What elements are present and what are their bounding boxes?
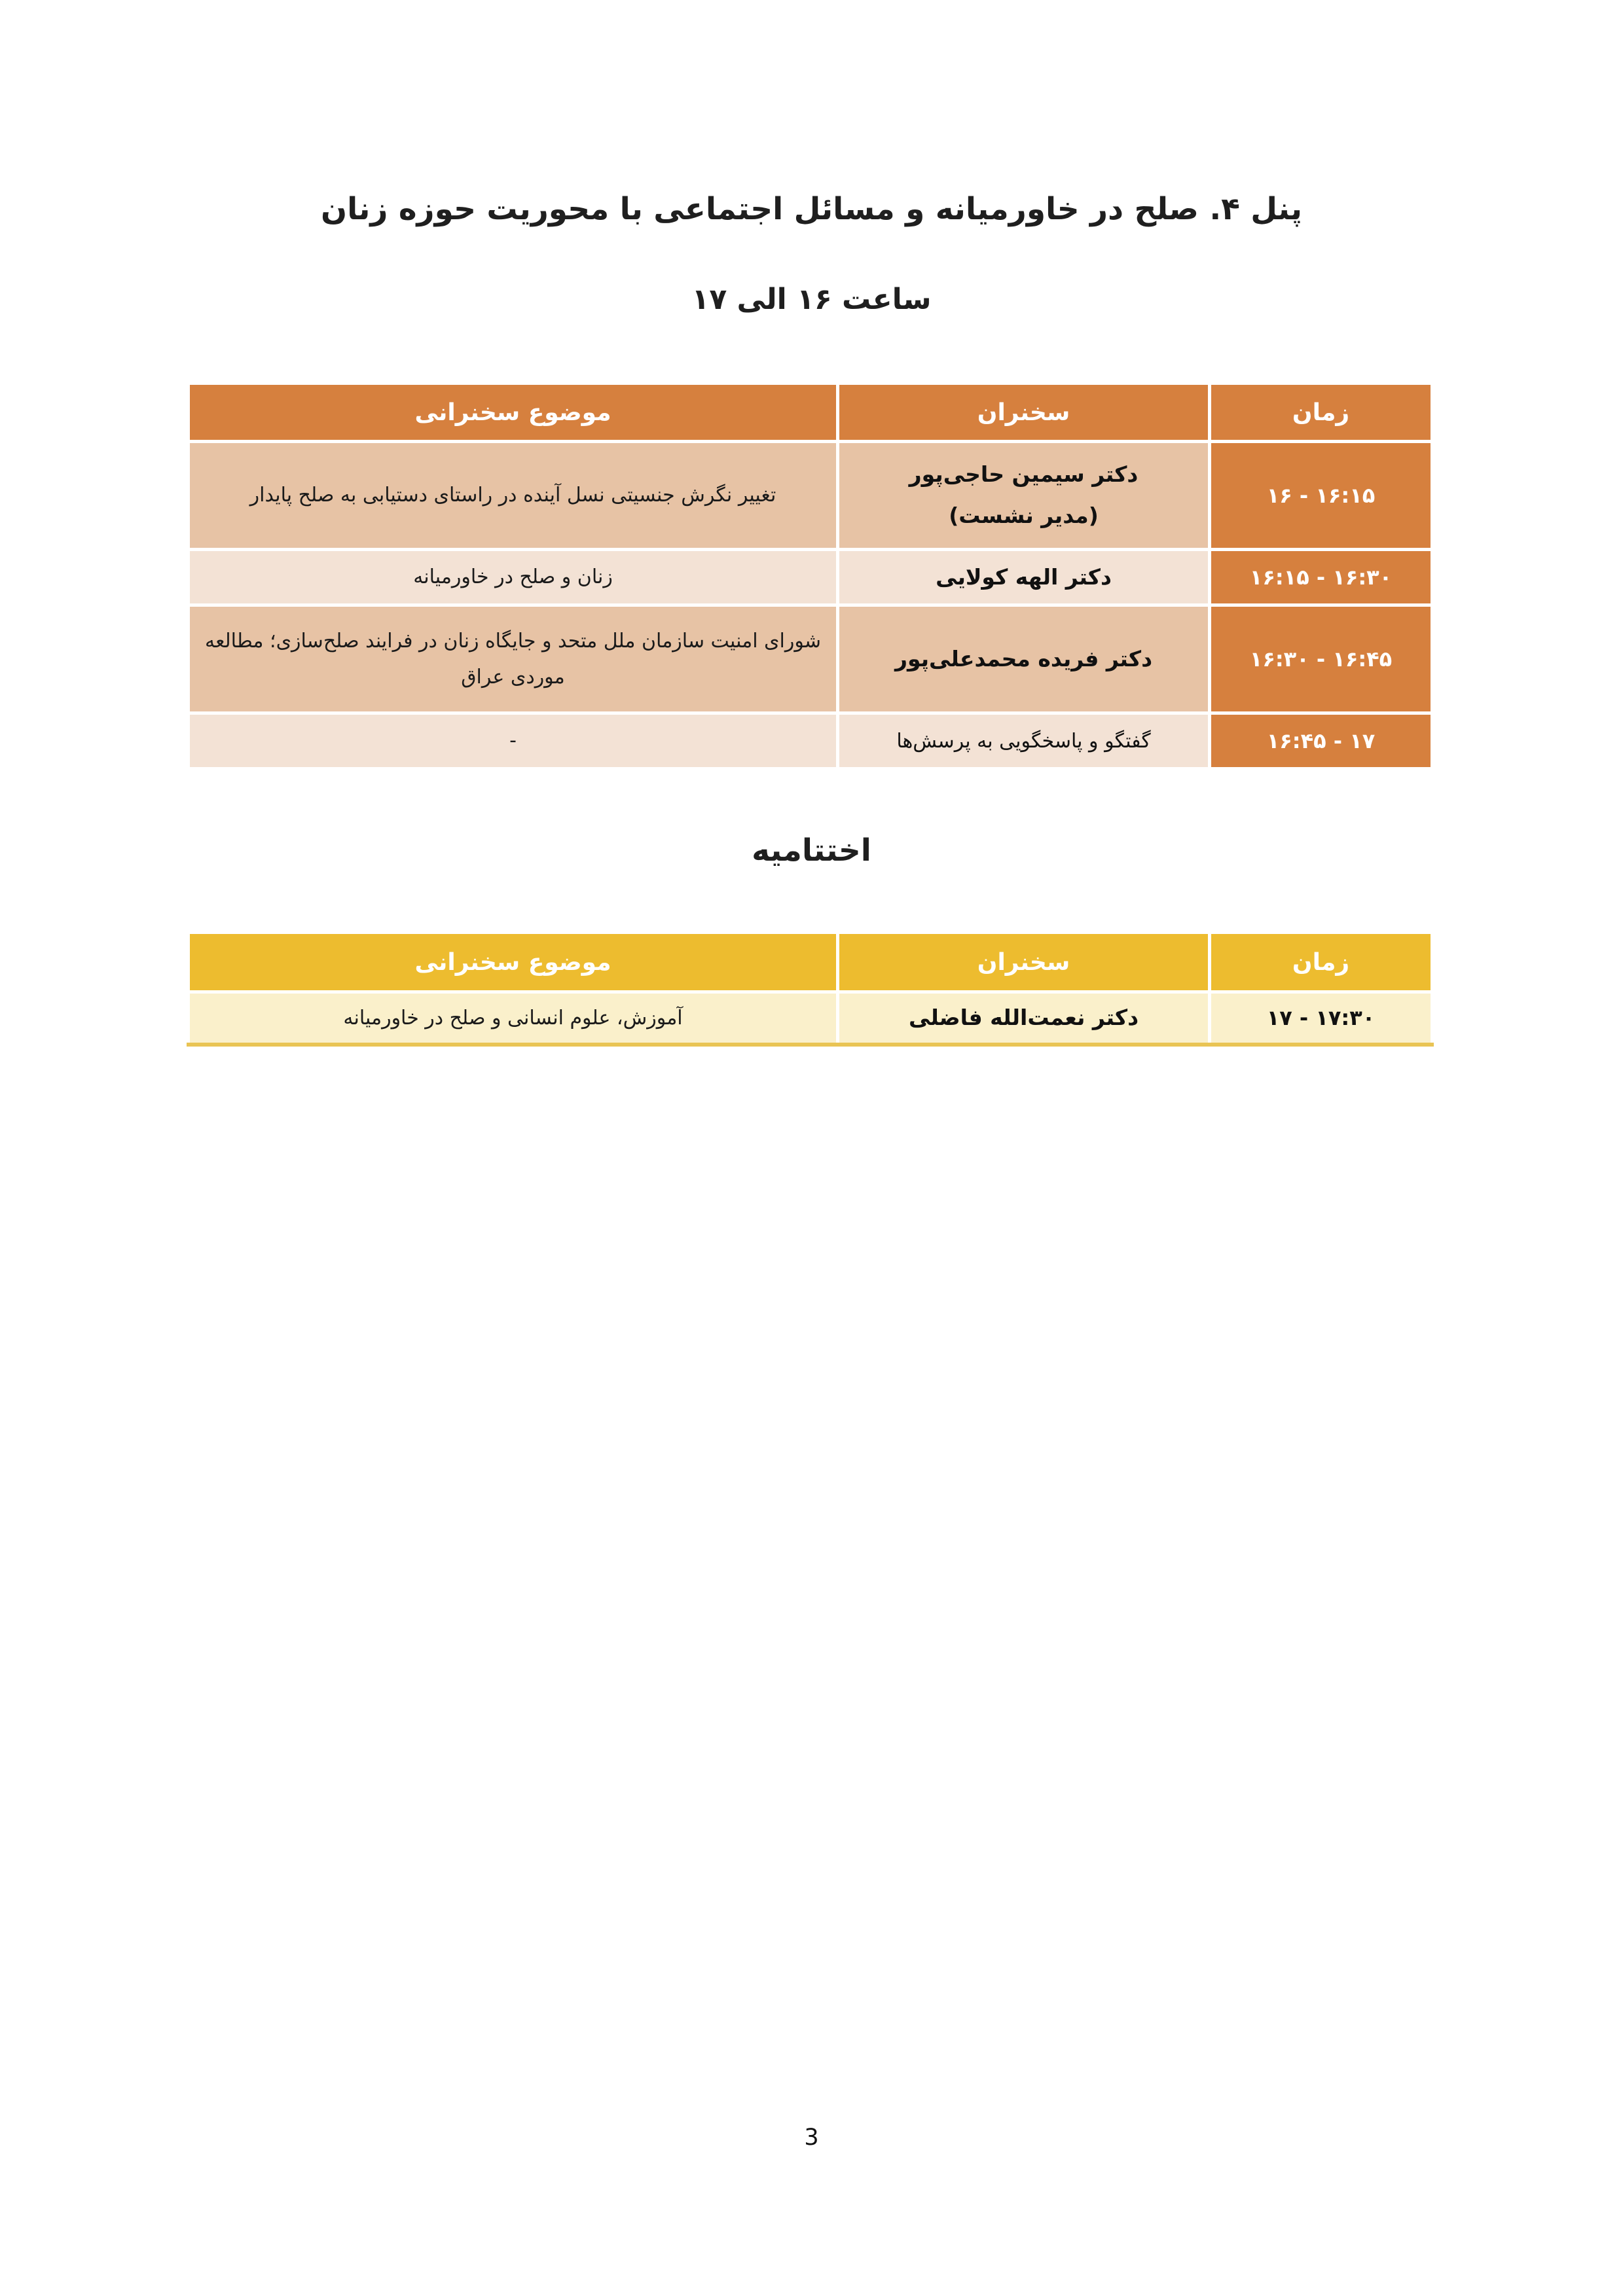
- speaker-role: (مدیر نشست): [949, 503, 1099, 528]
- topic-cell: -: [189, 713, 838, 769]
- speaker-cell: گفتگو و پاسخگویی به پرسش‌ها: [838, 713, 1210, 769]
- time-cell: [1210, 550, 1432, 605]
- table-row: [189, 992, 1432, 1045]
- panel4-schedule-table: [187, 382, 1434, 770]
- table-header-row: [189, 933, 1432, 992]
- column-header-topic: موضوع سخنرانی: [189, 933, 838, 992]
- speaker-cell: [838, 442, 1210, 550]
- topic-cell: تغییر نگرش جنسیتی نسل آینده در راستای دستیابی به صلح پایدار: [189, 442, 838, 550]
- time-range: ۱۶:۳۰ - ۱۶:۴۵: [1249, 647, 1393, 672]
- table-row: [189, 550, 1432, 605]
- column-header-topic: موضوع سخنرانی: [189, 384, 838, 442]
- topic-cell: آموزش، علوم انسانی و صلح در خاورمیانه: [189, 992, 838, 1045]
- column-header-speaker: سخنران: [838, 384, 1210, 442]
- topic-cell: شورای امنیت سازمان ملل متحد و جایگاه زنان در فرایند صلح‌سازی؛ مطالعه موردی عراق: [189, 605, 838, 713]
- speaker-cell: دکتر فریده محمدعلی‌پور: [838, 605, 1210, 713]
- page-number: 3: [804, 2125, 819, 2151]
- table-row: [189, 442, 1432, 550]
- table-header-row: [189, 384, 1432, 442]
- time-range: ۱۶:۴۵ - ۱۷: [1266, 728, 1376, 753]
- time-range: ۱۷ - ۱۷:۳۰: [1266, 1005, 1376, 1031]
- speaker-name: دکتر سیمین حاجی‌پور: [909, 461, 1139, 488]
- table-row: [189, 713, 1432, 769]
- panel-hours: ساعت ۱۶ الی ۱۷: [691, 283, 932, 316]
- time-range: ۱۶:۱۵ - ۱۶:۳۰: [1249, 565, 1393, 590]
- panel-title: پنل ۴. صلح در خاورمیانه و مسائل اجتماعی با محوریت حوزه زنان: [320, 191, 1303, 227]
- closing-section-heading: اختتامیه: [752, 833, 871, 869]
- table-row: [189, 605, 1432, 713]
- column-header-time: زمان: [1210, 933, 1432, 992]
- time-cell: [1210, 992, 1432, 1045]
- time-cell: [1210, 605, 1432, 713]
- time-cell: [1210, 713, 1432, 769]
- speaker-cell: دکتر الهه کولایی: [838, 550, 1210, 605]
- column-header-speaker: سخنران: [838, 933, 1210, 992]
- speaker-cell: دکتر نعمت‌الله فاضلی: [838, 992, 1210, 1045]
- closing-schedule-table: [187, 931, 1434, 1047]
- time-range: ۱۶ - ۱۶:۱۵: [1266, 483, 1376, 508]
- time-cell: [1210, 442, 1432, 550]
- topic-cell: زنان و صلح در خاورمیانه: [189, 550, 838, 605]
- column-header-time: زمان: [1210, 384, 1432, 442]
